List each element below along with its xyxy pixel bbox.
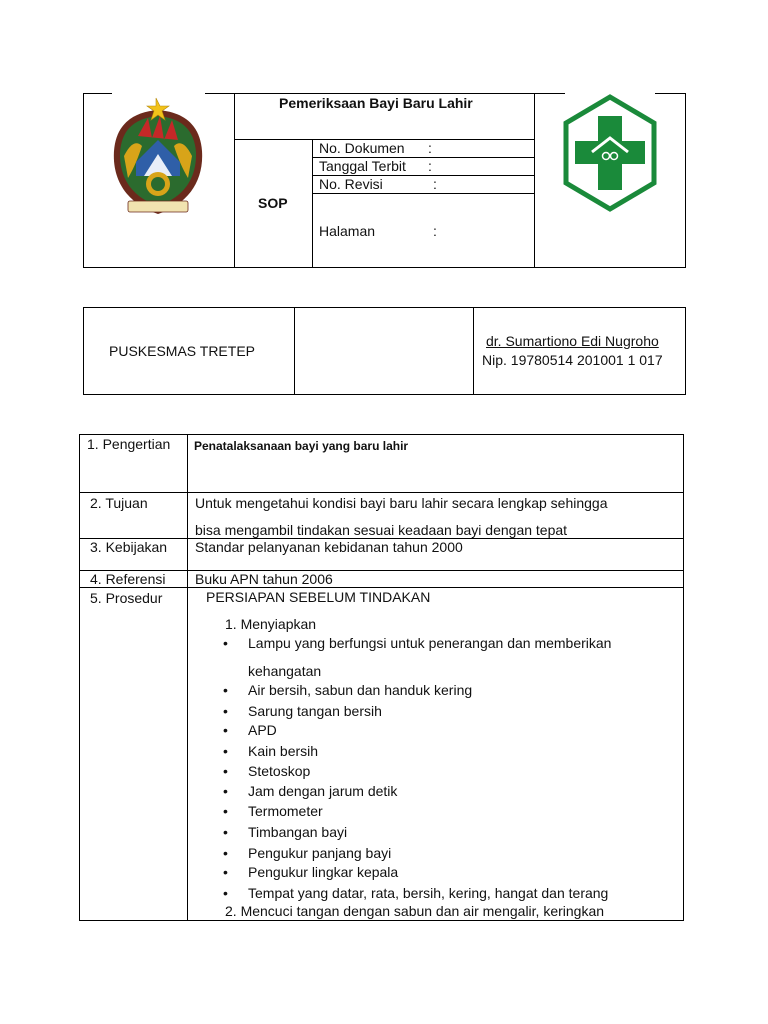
signer-nip: Nip. 19780514 201001 1 017 — [482, 352, 663, 368]
row-label-definition: 1. Pengertian — [87, 436, 171, 452]
list-item: • Lampu yang berfungsi untuk penerangan dan memberikan — [248, 635, 611, 651]
puskesmas-logo — [562, 94, 658, 212]
list-item: • Jam dengan jarum detik — [248, 783, 397, 799]
procedure-step-1: 1. Menyiapkan — [225, 616, 317, 632]
field-sep-issue-date: : — [428, 158, 432, 174]
list-item: • Kain bersih — [248, 743, 318, 759]
purpose-text-line-1: Untuk mengetahui kondisi bayi baru lahir secara lengkap sehingga — [195, 495, 608, 511]
field-label-revision-number: No. Revisi — [319, 176, 383, 192]
policy-text: Standar pelanyanan kebidanan tahun 2000 — [195, 539, 463, 555]
procedure-step-2: 2. Mencuci tangan dengan sabun dan air mengalir, keringkan — [225, 903, 605, 919]
list-item-continuation: kehangatan — [248, 663, 322, 679]
purpose-text-line-2: bisa mengambil tindakan sesuai keadaan bayi dengan tepat — [195, 522, 568, 538]
list-item: • Stetoskop — [248, 763, 310, 779]
field-sep-revision-number: : — [433, 176, 437, 192]
list-item: • Timbangan bayi — [248, 824, 347, 840]
row-label-policy: 3. Kebijakan — [90, 539, 168, 555]
field-sep-document-number: : — [428, 140, 432, 156]
procedure-heading: PERSIAPAN SEBELUM TINDAKAN — [206, 589, 431, 605]
list-item: • APD — [248, 722, 277, 738]
row-label-purpose: 2. Tujuan — [90, 495, 148, 511]
list-item: • Tempat yang datar, rata, bersih, kering, hangat dan terang — [248, 885, 608, 901]
list-item: • Termometer — [248, 803, 323, 819]
sop-label: SOP — [258, 195, 288, 211]
list-item: • Air bersih, sabun dan handuk kering — [248, 682, 472, 698]
field-label-page: Halaman — [319, 223, 376, 239]
row-label-procedure: 5. Prosedur — [90, 590, 163, 606]
field-sep-page: : — [433, 223, 437, 239]
row-label-reference: 4. Referensi — [90, 571, 166, 587]
field-label-issue-date: Tanggal Terbit — [319, 158, 406, 174]
regency-emblem-logo — [108, 96, 208, 221]
list-item: • Pengukur panjang bayi — [248, 845, 391, 861]
list-item: • Pengukur lingkar kepala — [248, 864, 398, 880]
list-item: • Sarung tangan bersih — [248, 703, 382, 719]
sop-title: Pemeriksaan Bayi Baru Lahir — [279, 95, 473, 111]
reference-text: Buku APN tahun 2006 — [195, 571, 333, 587]
signer-name: dr. Sumartiono Edi Nugroho — [486, 333, 659, 349]
definition-text: Penatalaksanaan bayi yang baru lahir — [194, 439, 409, 453]
field-label-document-number: No. Dokumen — [319, 140, 405, 156]
organization-name: PUSKESMAS TRETEP — [109, 343, 256, 359]
